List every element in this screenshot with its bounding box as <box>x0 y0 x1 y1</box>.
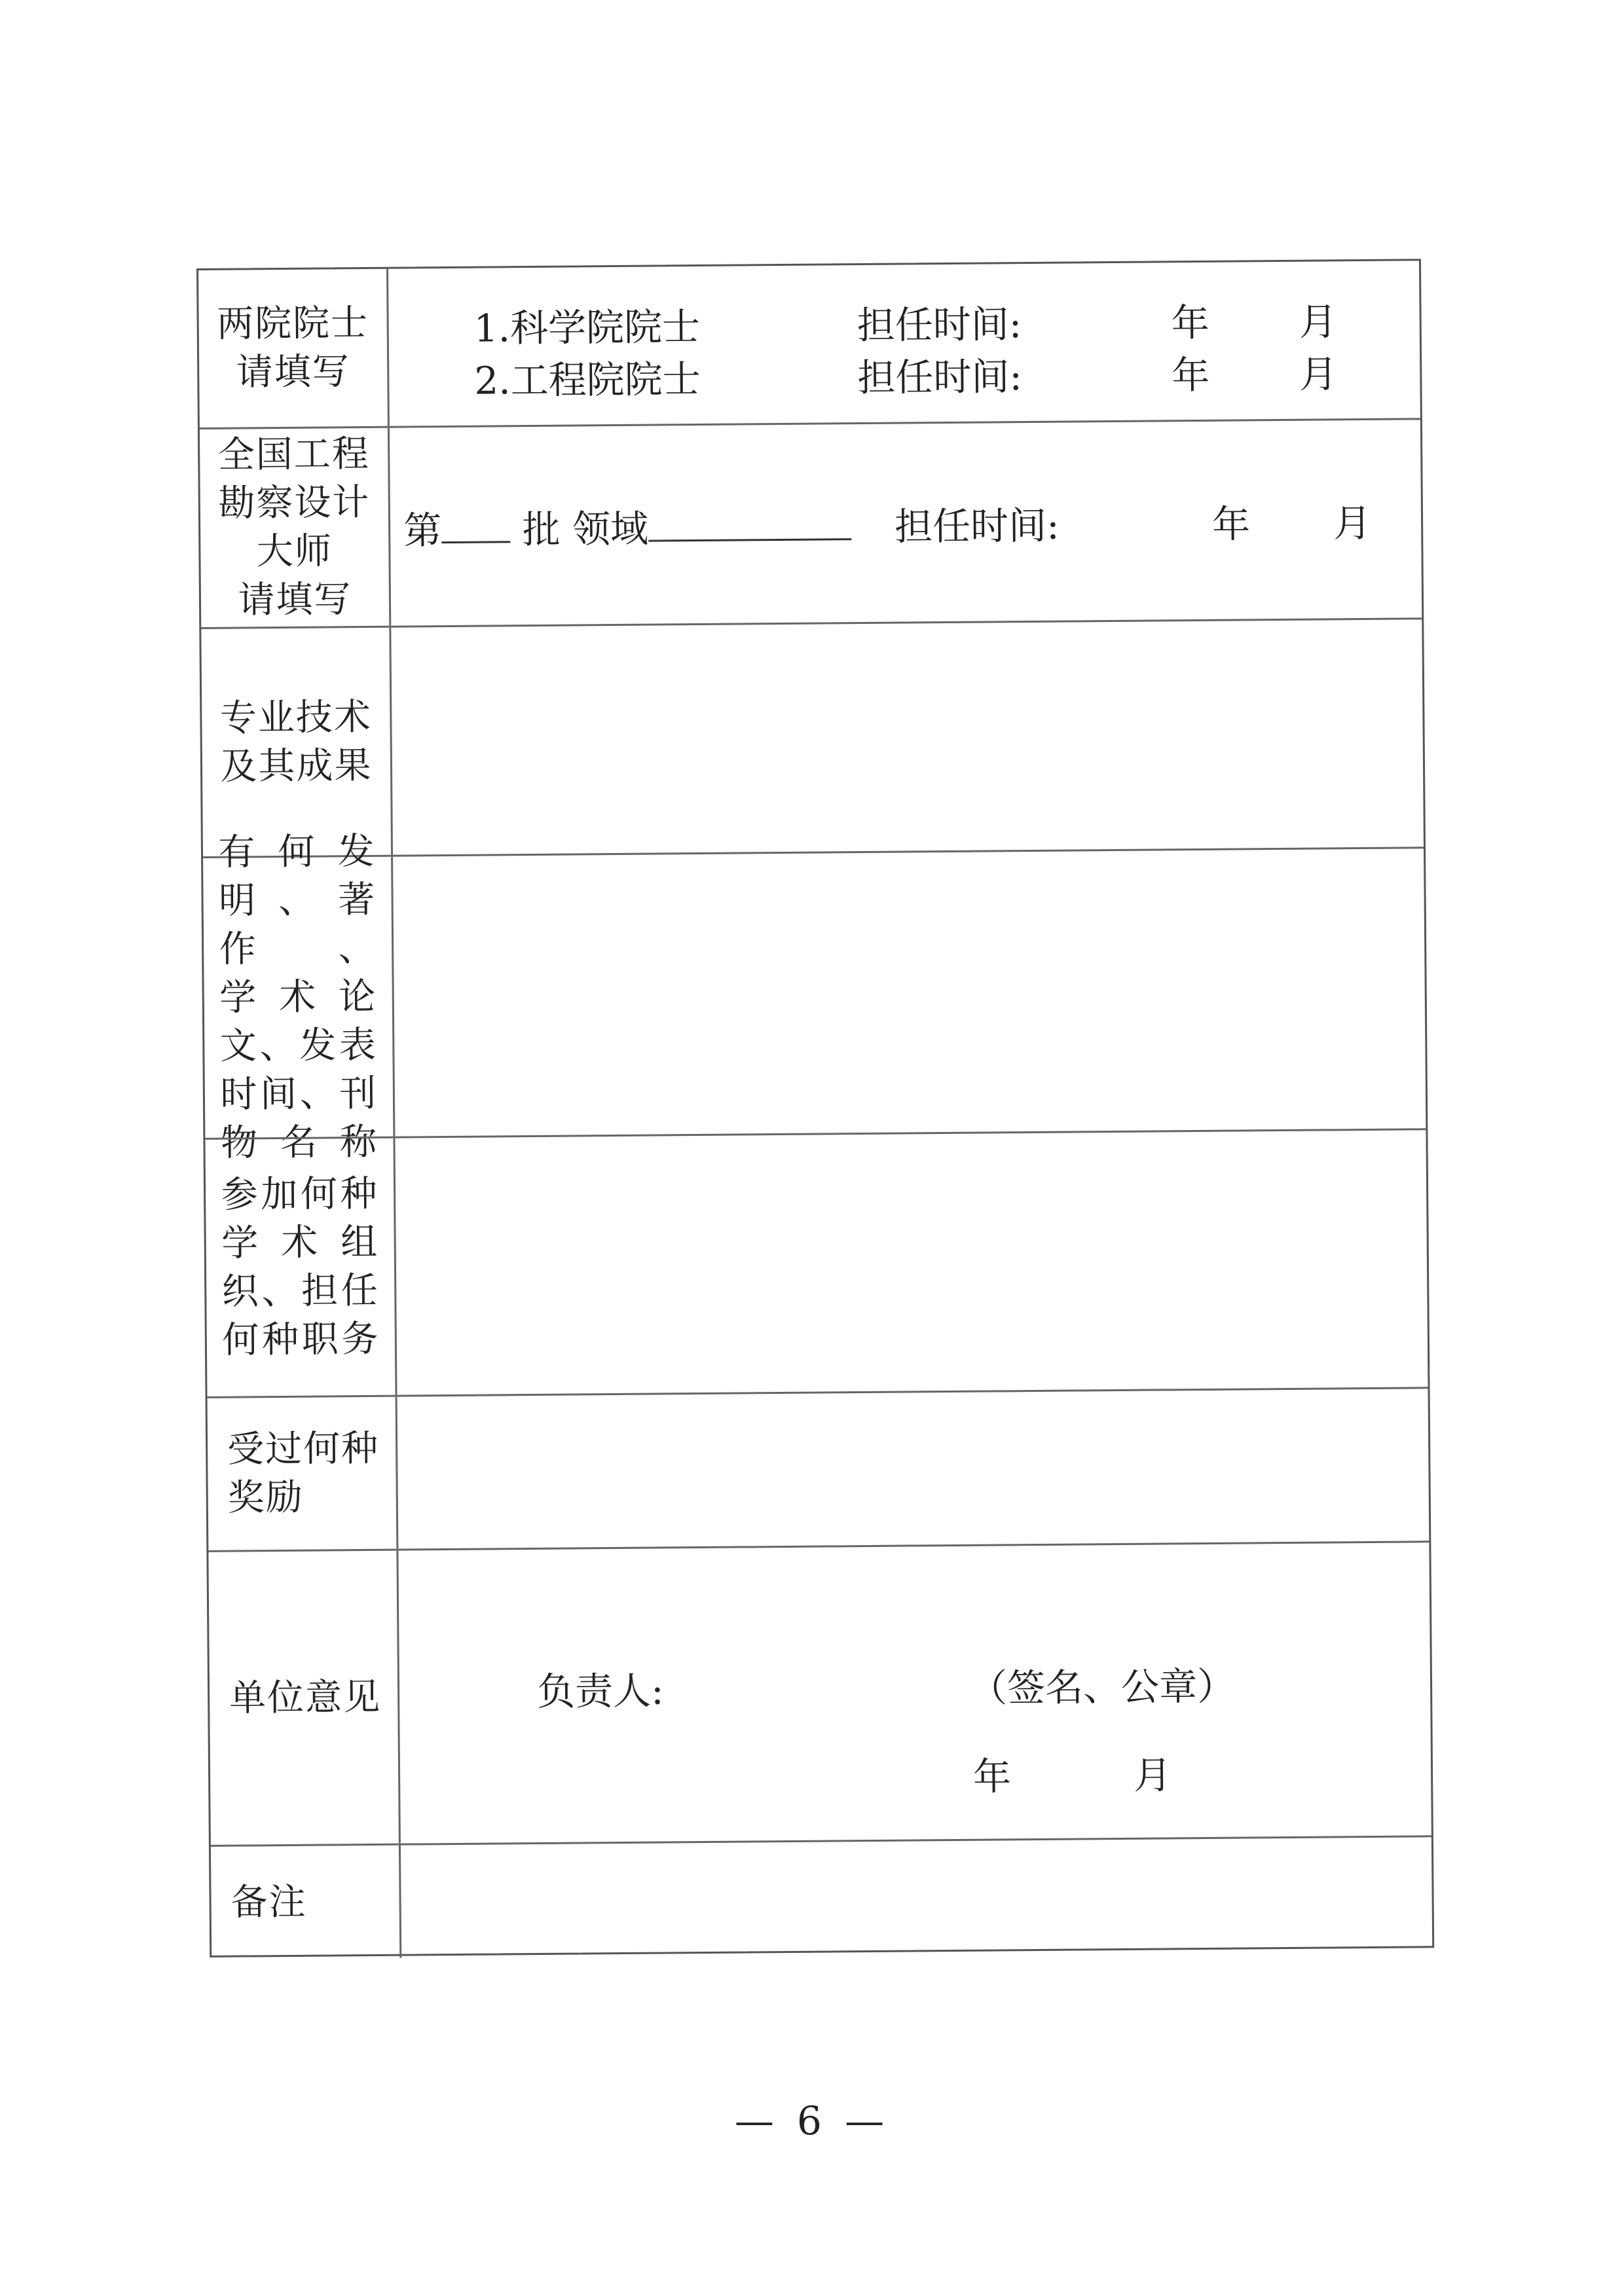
label-line: 参加何种 <box>221 1172 378 1216</box>
label-line: 有何发 <box>218 829 376 874</box>
label-line: 及其成果 <box>220 744 373 788</box>
year-label: 年 <box>972 1754 1012 1799</box>
label-line: 全国工程 <box>217 432 370 477</box>
time-label: 担任时间: <box>894 503 1060 549</box>
label-awards <box>208 1397 399 1550</box>
label-design-master <box>200 428 391 627</box>
batch-label: 批 <box>522 507 561 553</box>
time-label: 担任时间: <box>857 354 1023 401</box>
label-line: 明、著作、 <box>218 878 377 971</box>
label-line: 受过何种 <box>227 1427 380 1471</box>
label-line: 学术组 <box>221 1220 379 1265</box>
label-publications <box>203 829 395 1165</box>
label-line: 织、担任 <box>221 1269 380 1313</box>
label-line: 大师 <box>256 530 333 574</box>
label-line: 时间、刊 <box>220 1072 378 1116</box>
design-master-content[interactable] <box>390 420 1422 625</box>
month-label: 月 <box>1333 500 1372 546</box>
cas-academician-label: 1.科学院院士 <box>473 304 701 351</box>
achievements-field[interactable] <box>391 619 1424 854</box>
row-unit-opinion <box>208 1540 1431 1845</box>
cae-academician-label: 2.工程院院士 <box>474 356 701 403</box>
label-line: 学术论 <box>219 975 377 1019</box>
label-line: 单位意见 <box>229 1675 382 1720</box>
awards-field[interactable] <box>397 1389 1430 1548</box>
label-academician <box>198 269 390 428</box>
row-organizations <box>205 1128 1428 1396</box>
remarks-field[interactable] <box>401 1837 1432 1958</box>
organizations-field[interactable] <box>395 1130 1428 1394</box>
batch-number-blank[interactable] <box>441 508 510 543</box>
label-line: 文、发表 <box>219 1023 378 1068</box>
unit-opinion-field[interactable] <box>398 1542 1431 1843</box>
label-line: 专业技术 <box>219 695 373 740</box>
month-label: 月 <box>1133 1753 1172 1798</box>
page-number: — 6 — <box>734 2098 890 2144</box>
year-label: 年 <box>1171 300 1209 346</box>
label-achievements <box>201 628 393 856</box>
label-line: 奖励 <box>227 1476 304 1520</box>
row-design-master <box>200 418 1422 627</box>
label-line: 物名称 <box>220 1120 378 1165</box>
label-line: 两院院士 <box>216 301 369 346</box>
responsible-person-label: 负责人: <box>536 1668 664 1714</box>
row-achievements <box>201 617 1424 856</box>
row-awards <box>208 1387 1430 1550</box>
academician-content[interactable] <box>388 261 1420 426</box>
year-label: 年 <box>1172 352 1210 398</box>
batch-prefix: 第 <box>403 508 442 553</box>
field-label: 领域 <box>572 506 649 552</box>
publications-field[interactable] <box>393 848 1426 1136</box>
month-label: 月 <box>1299 352 1338 397</box>
label-unit-opinion <box>208 1551 401 1845</box>
label-remarks <box>211 1846 401 1959</box>
month-label: 月 <box>1299 299 1337 344</box>
year-label: 年 <box>1211 501 1251 547</box>
label-organizations <box>205 1139 397 1396</box>
label-line: 何种职务 <box>222 1317 380 1362</box>
label-line: 请填写 <box>238 578 352 622</box>
label-line: 勘察设计 <box>218 481 371 525</box>
field-blank[interactable] <box>648 505 851 541</box>
row-publications <box>203 829 1426 1165</box>
label-line: 请填写 <box>236 350 351 394</box>
signature-seal-label: （签名、公章） <box>969 1664 1236 1711</box>
row-remarks <box>211 1835 1432 1959</box>
label-line: 备注 <box>231 1880 307 1924</box>
time-label: 担任时间: <box>857 302 1022 348</box>
row-academician <box>198 261 1420 428</box>
application-form-table <box>196 259 1434 1958</box>
batch-line <box>403 496 852 555</box>
